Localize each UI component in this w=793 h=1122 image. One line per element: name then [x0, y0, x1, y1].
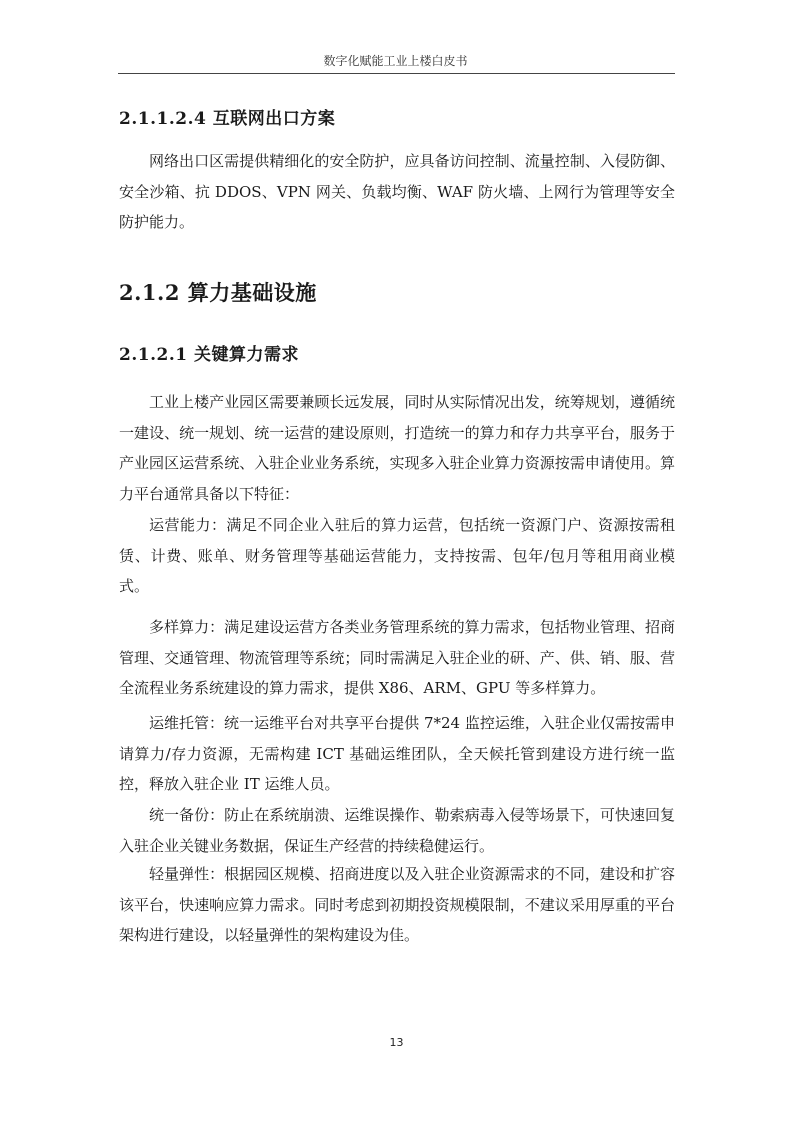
paragraph-feature-elastic: 轻量弹性：根据园区规模、招商进度以及入驻企业资源需求的不同，建设和扩容该平台，快速响应算力需求。同时考虑到初期投资规模限制，不建议采用厚重的平台架构进行建设，以轻量弹性的架构建设为佳。 [119, 865, 675, 944]
page-number: 13 [389, 1036, 404, 1049]
paragraph-feature-operation: 运营能力：满足不同企业入驻后的算力运营，包括统一资源门户、资源按需租赁、计费、账单、财务管理等基础运营能力，支持按需、包年/包月等租用商业模式。 [119, 516, 675, 595]
paragraph-feature-backup: 统一备份：防止在系统崩溃、运维误操作、勒索病毒入侵等场景下，可快速回复入驻企业关键业务数据，保证生产经营的持续稳健运行。 [119, 806, 675, 855]
paragraph-feature-ops-hosting: 运维托管：统一运维平台对共享平台提供 7*24 监控运维，入驻企业仅需按需申请算力/存力资源，无需构建 ICT 基础运维团队，全天候托管到建设方进行统一监控，释放入驻企业 IT 运维人员。 [119, 714, 675, 793]
heading-2-1-2-1: 2.1.2.1 关键算力需求 [119, 345, 299, 365]
heading-2-1-1-2-4: 2.1.1.2.4 互联网出口方案 [119, 109, 336, 129]
header-divider [118, 73, 675, 74]
paragraph-network-exit: 网络出口区需提供精细化的安全防护，应具备访问控制、流量控制、入侵防御、安全沙箱、抗 DDOS、VPN 网关、负载均衡、WAF 防火墙、上网行为管理等安全防护能力。 [119, 152, 675, 231]
paragraph-intro: 工业上楼产业园区需要兼顾长远发展，同时从实际情况出发，统筹规划，遵循统一建设、统一规划、统一运营的建设原则，打造统一的算力和存力共享平台，服务于产业园区运营系统、入驻企业业务系统，实现多入驻企业算力资源按需申请使用。算力平台通常具备以下特征： [119, 393, 675, 503]
paragraph-feature-diverse-compute: 多样算力：满足建设运营方各类业务管理系统的算力需求，包括物业管理、招商管理、交通管理、物流管理等系统；同时需满足入驻企业的研、产、供、销、服、营全流程业务系统建设的算力需求，提供 X86、ARM、GPU 等多样算力。 [119, 618, 675, 697]
running-header: 数字化赋能工业上楼白皮书 [323, 54, 468, 68]
heading-2-1-2: 2.1.2 算力基础设施 [119, 280, 317, 305]
